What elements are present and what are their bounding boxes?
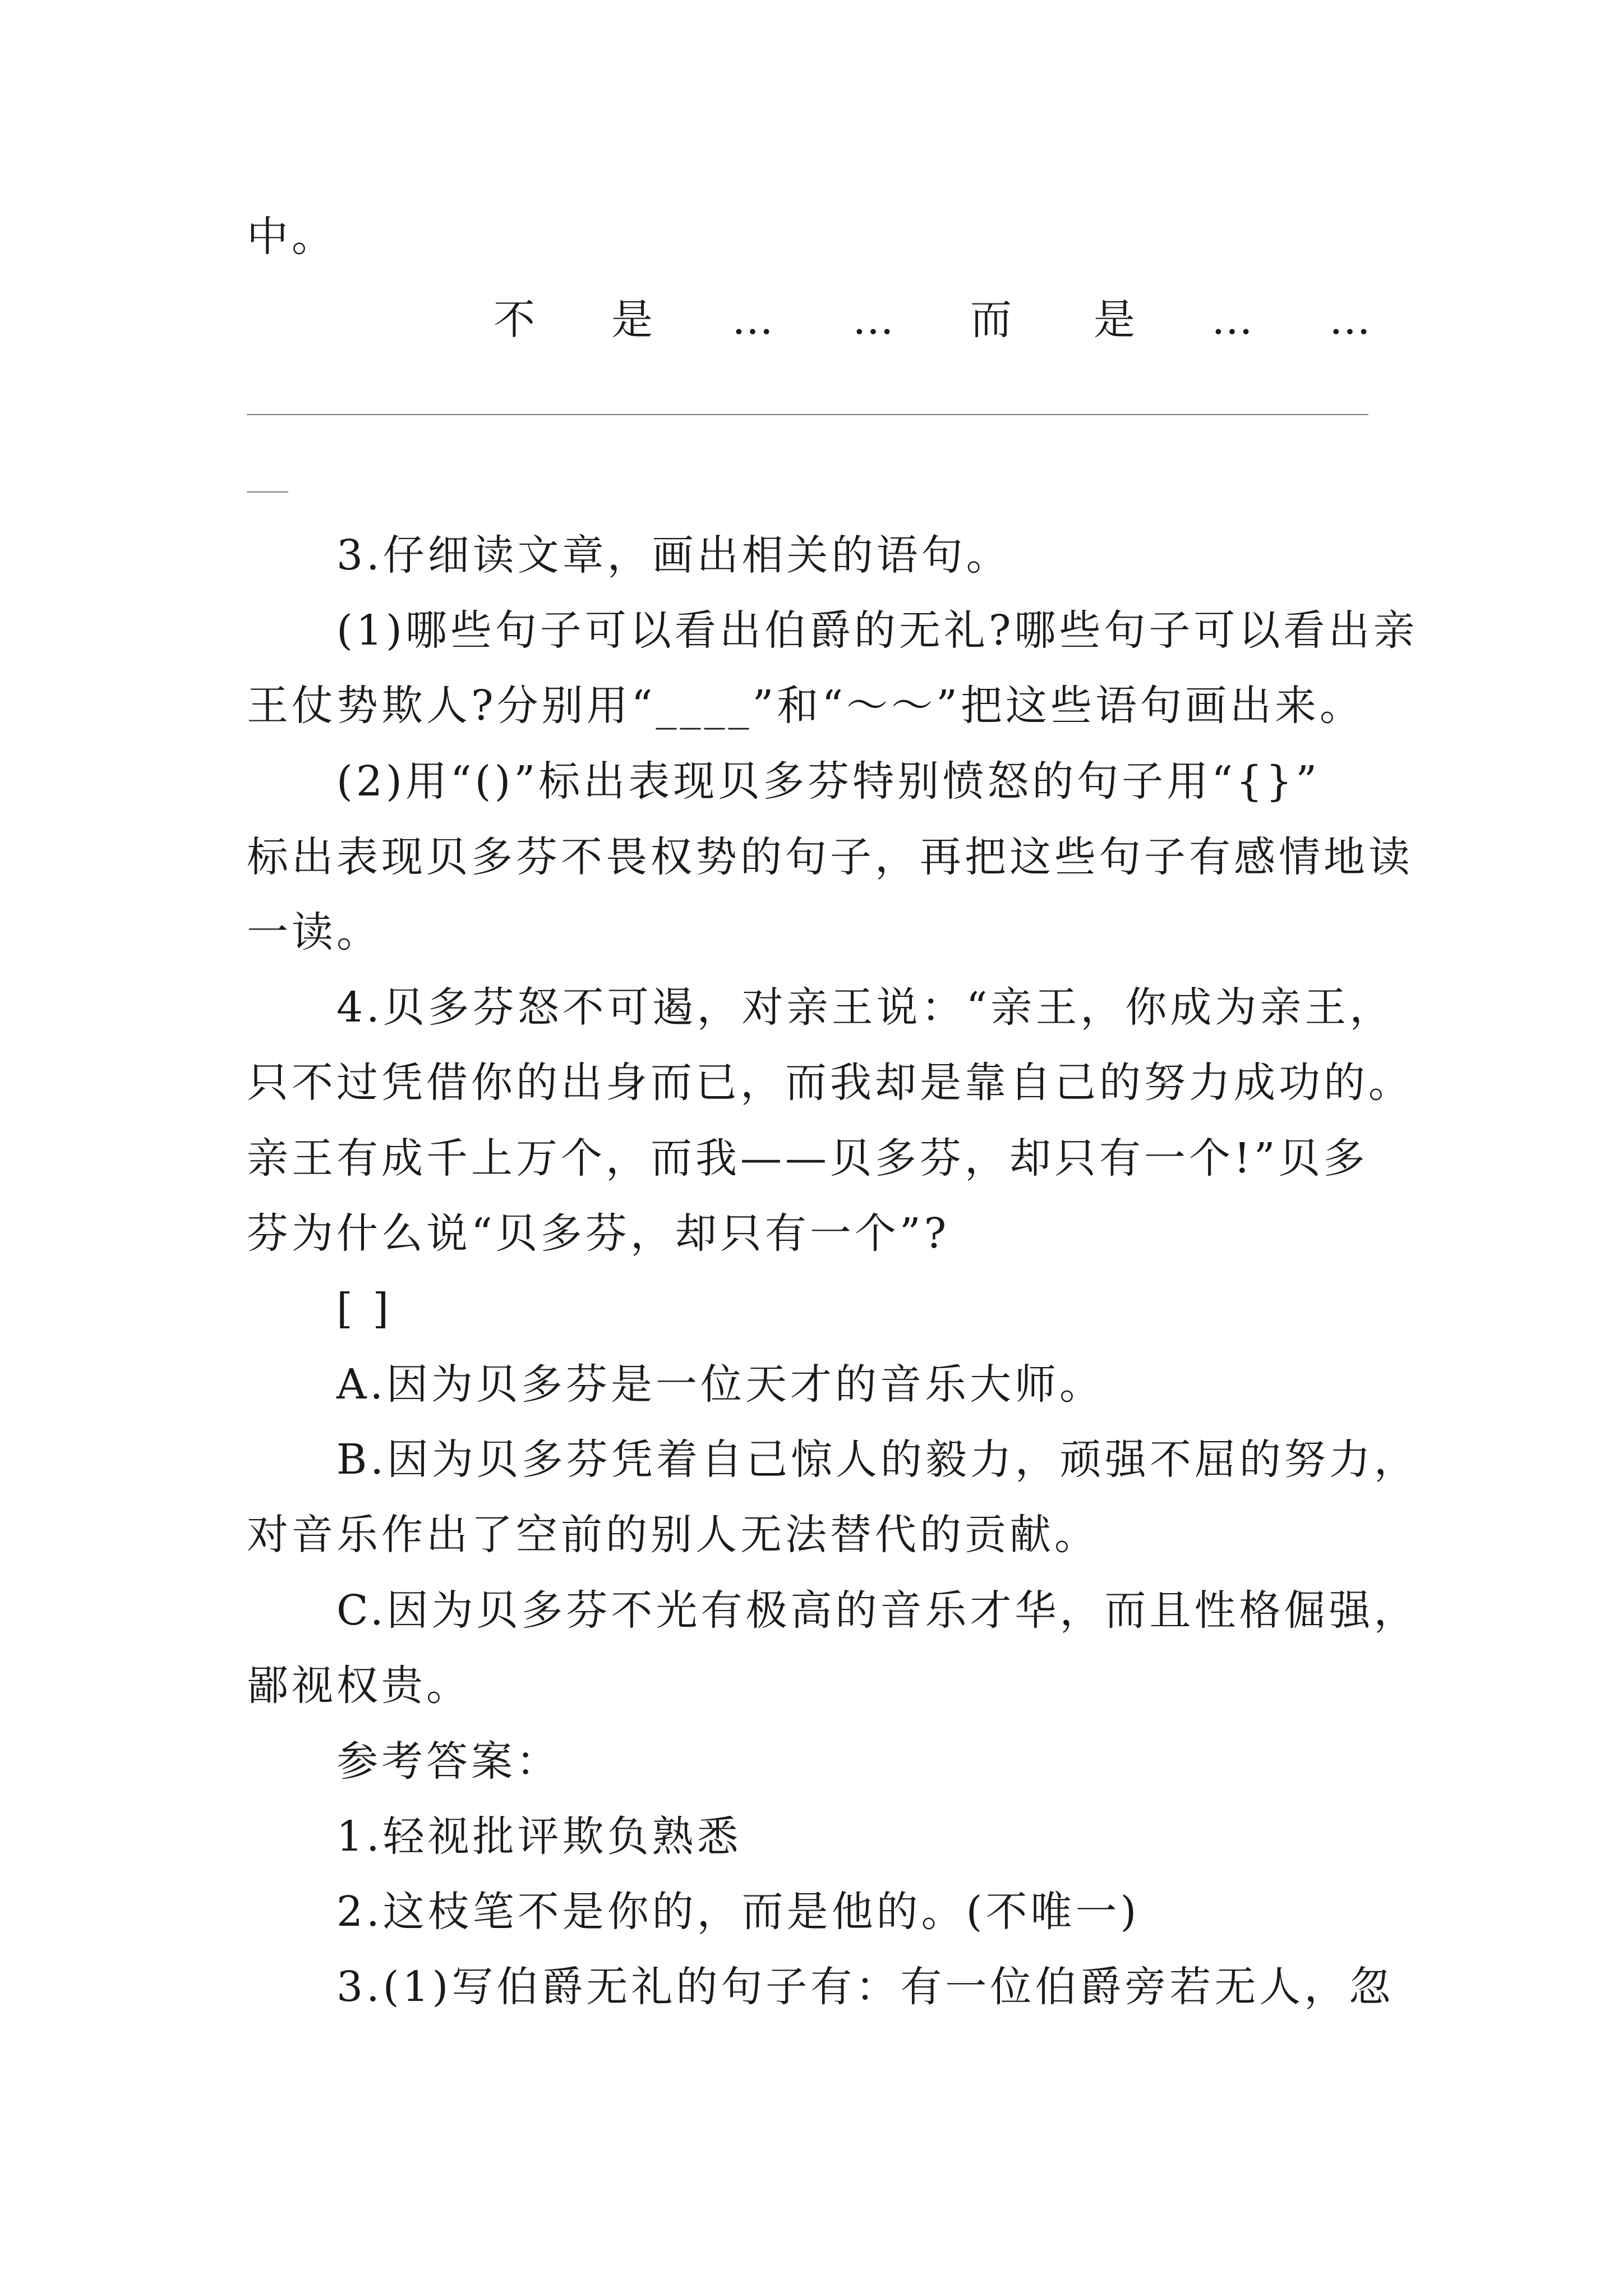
pattern-char: 不 xyxy=(494,296,535,344)
question-3-2-line: (2)用“()”标出表现贝多芬特别愤怒的句子用“{}” xyxy=(336,757,1321,806)
question-4-line: 4.贝多芬怒不可遏，对亲王说：“亲王，你成为亲王， xyxy=(336,983,1395,1032)
pattern-char: … xyxy=(732,296,773,344)
question-3-1-line: (1)哪些句子可以看出伯爵的无礼?哪些句子可以看出亲 xyxy=(336,606,1418,655)
question-4-line: 芬为什么说“贝多芬，却只有一个”? xyxy=(247,1209,950,1258)
pattern-char: … xyxy=(1329,296,1371,344)
pattern-char: 而 xyxy=(970,296,1012,344)
answer-2: 2.这枝笔不是你的，而是他的。(不唯一) xyxy=(336,1888,1140,1936)
answer-blank-line-end xyxy=(247,491,288,493)
option-b-line: B.因为贝多芬凭着自己惊人的毅力，顽强不屈的努力， xyxy=(336,1435,1419,1484)
answer-bracket: [ ] xyxy=(336,1285,393,1333)
question-3-1-line: 王仗势欺人?分别用“____”和“～～”把这些语句画出来。 xyxy=(247,682,1364,730)
pattern-char: … xyxy=(852,296,894,344)
question-3-title: 3.仔细读文章，画出相关的语句。 xyxy=(336,531,1011,579)
pattern-char: 是 xyxy=(611,296,653,344)
option-c-line: 鄙视权贵。 xyxy=(247,1662,471,1710)
question-3-2-line: 标出表现贝多芬不畏权势的句子，再把这些句子有感情地读 xyxy=(247,833,1413,881)
answers-title: 参考答案： xyxy=(336,1737,561,1786)
option-c-line: C.因为贝多芬不光有极高的音乐才华，而且性格倔强， xyxy=(336,1586,1419,1635)
answer-blank-line xyxy=(247,414,1368,415)
question-4-line: 亲王有成千上万个，而我——贝多芬，却只有一个!”贝多 xyxy=(247,1134,1368,1182)
text-line: 中。 xyxy=(247,213,336,261)
question-3-2-line: 一读。 xyxy=(247,908,381,956)
answer-3-line: 3.(1)写伯爵无礼的句子有：有一位伯爵旁若无人，忽 xyxy=(336,1963,1394,2011)
sentence-pattern xyxy=(247,292,1391,348)
pattern-char: 是 xyxy=(1094,296,1135,344)
question-4-line: 只不过凭借你的出身而已，而我却是靠自己的努力成功的。 xyxy=(247,1059,1413,1107)
pattern-char: … xyxy=(1211,296,1253,344)
answer-1: 1.轻视批评欺负熟悉 xyxy=(336,1812,742,1861)
option-a: A.因为贝多芬是一位天才的音乐大师。 xyxy=(336,1360,1104,1409)
option-b-line: 对音乐作出了空前的别人无法替代的贡献。 xyxy=(247,1511,1099,1559)
